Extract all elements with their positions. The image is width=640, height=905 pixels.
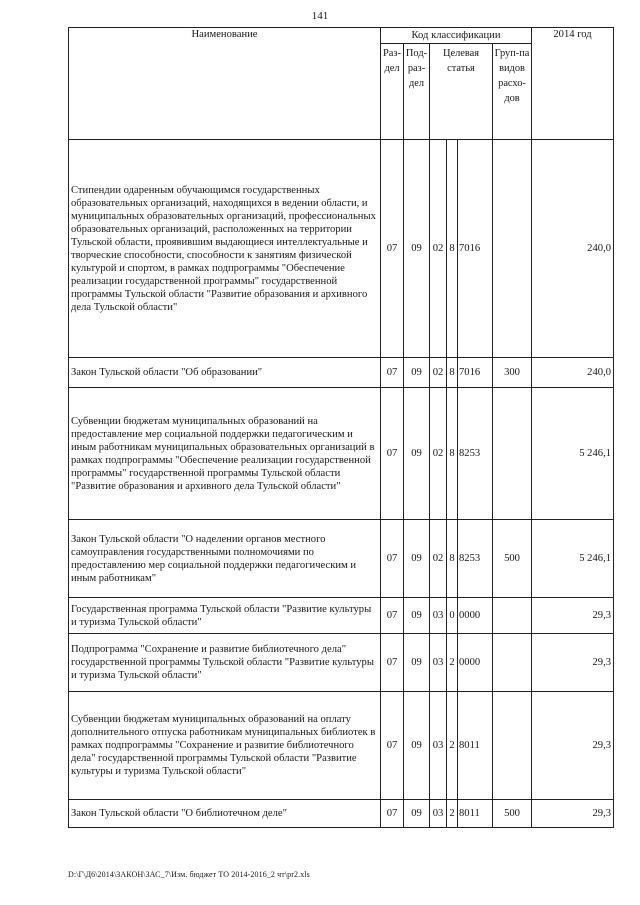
header-name: Наименование [69,28,381,140]
row-target-subprogram: 2 [447,692,458,800]
row-target-program: 03 [430,800,447,828]
row-name: Субвенции бюджетам муниципальных образований на предоставление мер социальной поддержки педагогическим и иным работникам муниципальных образовательных организаций в рамках подпрограммы "Обеспечение реализации государственной программы" государственной программы Тульской области "Развитие образования и архивного дела Тульской области" [69,388,381,520]
row-expense-group [493,388,532,520]
row-expense-group: 300 [493,358,532,388]
row-target-program: 03 [430,634,447,692]
row-podrazdel: 09 [404,634,430,692]
row-razdel: 07 [381,388,404,520]
row-target-item: 8011 [458,692,493,800]
row-target-subprogram: 2 [447,634,458,692]
table-row [69,388,614,520]
table-row [69,598,614,634]
row-razdel: 07 [381,800,404,828]
row-razdel: 07 [381,140,404,358]
row-target-item: 8253 [458,520,493,598]
row-amount: 29,3 [532,800,614,828]
row-target-program: 02 [430,358,447,388]
row-target-program: 02 [430,520,447,598]
row-target-program: 02 [430,140,447,358]
header-razdel: Раз-дел [381,44,404,140]
row-amount: 29,3 [532,634,614,692]
row-expense-group [493,634,532,692]
table-row [69,692,614,800]
row-razdel: 07 [381,598,404,634]
row-target-item: 0000 [458,598,493,634]
row-name: Закон Тульской области "О библиотечном деле" [69,800,381,828]
row-name: Закон Тульской области "Об образовании" [69,358,381,388]
row-target-item: 8011 [458,800,493,828]
row-expense-group [493,692,532,800]
header-code-group: Код классификации [381,28,532,44]
row-target-item: 7016 [458,140,493,358]
row-amount: 29,3 [532,692,614,800]
row-amount: 29,3 [532,598,614,634]
row-podrazdel: 09 [404,358,430,388]
row-target-subprogram: 8 [447,140,458,358]
row-target-program: 02 [430,388,447,520]
row-name: Государственная программа Тульской области "Развитие культуры и туризма Тульской области" [69,598,381,634]
row-name: Субвенции бюджетам муниципальных образований на оплату дополнительного отпуска работникам муниципальных библиотек в рамках подпрограммы "Сохранение и развитие библиотечного дела" государственной программы Тульской области "Развитие культуры и туризма Тульской области" [69,692,381,800]
row-podrazdel: 09 [404,140,430,358]
row-target-subprogram: 8 [447,358,458,388]
row-target-subprogram: 8 [447,388,458,520]
row-amount: 5 246,1 [532,388,614,520]
row-amount: 240,0 [532,358,614,388]
row-target-program: 03 [430,598,447,634]
table-row [69,358,614,388]
table-row [69,520,614,598]
row-target-subprogram: 0 [447,598,458,634]
table-row [69,800,614,828]
row-razdel: 07 [381,692,404,800]
file-path-footer: D:\Г\Д6\2014\ЗАКОН\ЗАС_7\Изм. бюджет ТО 2014-2016_2 чт\pr2.xls [68,870,310,879]
row-target-subprogram: 8 [447,520,458,598]
row-name: Стипендии одаренным обучающимся государственных образовательных организаций, находящихся в ведении области, и муниципальных образовательных организаций, профессиональных образовательных организаций, расположенных на территории Тульской области, проявившим выдающиеся интеллектуальные и творческие способности, способности к занятиям физической культурой и спортом, в рамках подпрограммы "Обеспечение реализации государственной программы" государственной программы Тульской области "Развитие образования и архивного дела Тульской области" [69,140,381,358]
header-target: Целевая статья [430,44,493,140]
row-amount: 240,0 [532,140,614,358]
table-row [69,140,614,358]
row-name: Подпрограмма "Сохранение и развитие библиотечного дела" государственной программы Тульской области "Развитие культуры и туризма Тульской области" [69,634,381,692]
row-target-item: 8253 [458,388,493,520]
budget-table [68,27,614,828]
row-amount: 5 246,1 [532,520,614,598]
row-podrazdel: 09 [404,520,430,598]
row-expense-group [493,140,532,358]
row-target-item: 0000 [458,634,493,692]
row-razdel: 07 [381,358,404,388]
row-target-subprogram: 2 [447,800,458,828]
page-number: 141 [311,10,329,22]
header-group: Груп-па видов расхо-дов [493,44,532,140]
row-target-program: 03 [430,692,447,800]
header-podrazdel: Под-раз-дел [404,44,430,140]
row-podrazdel: 09 [404,598,430,634]
row-podrazdel: 09 [404,388,430,520]
row-name: Закон Тульской области "О наделении органов местного самоуправления государственными полномочиями по предоставлению мер социальной поддержки педагогическим и иным работникам" [69,520,381,598]
table-body [69,140,614,828]
row-expense-group: 500 [493,800,532,828]
row-podrazdel: 09 [404,692,430,800]
row-expense-group: 500 [493,520,532,598]
row-podrazdel: 09 [404,800,430,828]
row-razdel: 07 [381,520,404,598]
row-expense-group [493,598,532,634]
table-row [69,634,614,692]
row-target-item: 7016 [458,358,493,388]
table-header [69,28,614,140]
header-year: 2014 год [532,28,614,140]
row-razdel: 07 [381,634,404,692]
